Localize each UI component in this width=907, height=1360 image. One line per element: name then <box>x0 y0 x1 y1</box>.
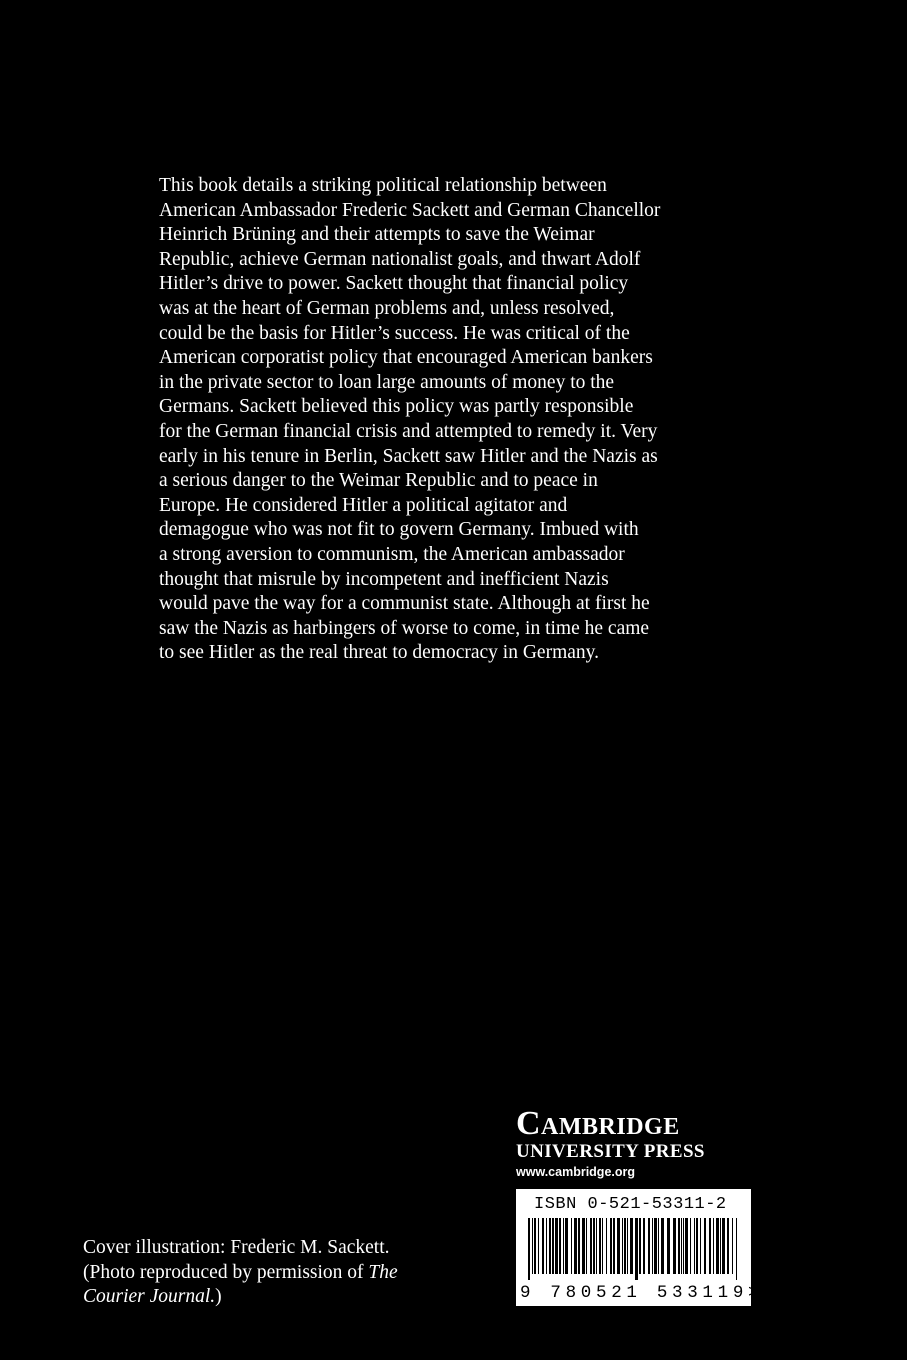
blurb-line: saw the Nazis as harbingers of worse to come, in time he came <box>159 617 650 639</box>
barcode-bar <box>648 1218 650 1274</box>
barcode-bar <box>685 1218 688 1274</box>
blurb-line: early in his tenure in Berlin, Sackett saw Hitler and the Nazis as <box>159 445 658 467</box>
barcode-bar <box>720 1218 721 1274</box>
barcode-bar <box>673 1218 676 1274</box>
isbn-number: ISBN 0-521-53311-2 <box>534 1195 727 1214</box>
barcode-bar <box>654 1218 657 1274</box>
barcode-bar <box>534 1218 536 1274</box>
blurb-line: would pave the way for a communist state. Although at first he <box>159 593 650 615</box>
barcode-bar <box>661 1218 664 1274</box>
barcode-bar <box>528 1218 530 1280</box>
blurb-line: This book details a striking political relationship between <box>159 175 607 196</box>
blurb-line: Hitler’s drive to power. Sackett thought that financial policy <box>159 273 629 295</box>
barcode-bar <box>678 1218 680 1274</box>
barcode-bar <box>578 1218 580 1274</box>
barcode-bar <box>606 1218 607 1274</box>
barcode-bar <box>667 1218 670 1274</box>
barcode-bar <box>652 1218 653 1274</box>
barcode-bar <box>690 1218 691 1274</box>
publisher-logo <box>516 1106 752 1179</box>
ean-number: 9 780521 533119> <box>520 1283 764 1303</box>
barcode-bar <box>590 1218 592 1274</box>
barcode-bar <box>593 1218 595 1274</box>
barcode-bar <box>565 1218 568 1274</box>
caption-line-1: Cover illustration: Frederic M. Sackett. <box>83 1237 390 1258</box>
blurb-line: American corporatist policy that encouraged American bankers <box>159 347 653 369</box>
barcode-bar <box>635 1218 638 1280</box>
blurb-line: Heinrich Brüning and their attempts to save the Weimar <box>159 224 595 246</box>
barcode-bar <box>617 1218 620 1274</box>
barcode-bar <box>704 1218 706 1274</box>
barcode-bar <box>727 1218 729 1274</box>
blurb-line: thought that misrule by incompetent and inefficient Nazis <box>159 568 609 590</box>
barcode-bar <box>681 1218 682 1274</box>
barcode-bar <box>700 1218 701 1274</box>
barcode-bar <box>586 1218 587 1274</box>
caption-line-3: Courier Journal.) <box>83 1286 222 1307</box>
barcode-bar <box>546 1218 547 1274</box>
publisher-url: www.cambridge.org <box>516 1165 636 1179</box>
barcode-bar <box>599 1218 601 1274</box>
publisher-name: Cambridge <box>516 1105 680 1142</box>
blurb-line: a strong aversion to communism, the American ambassador <box>159 543 625 565</box>
barcode-bar <box>538 1218 539 1274</box>
barcode-bar <box>574 1218 577 1274</box>
barcode-bar <box>559 1218 561 1274</box>
barcode-bar <box>552 1218 554 1274</box>
barcode-bar <box>613 1218 615 1274</box>
isbn-barcode <box>516 1189 764 1306</box>
barcode-bar <box>610 1218 612 1274</box>
barcode-bar <box>582 1218 585 1274</box>
barcode-bar <box>736 1218 737 1280</box>
caption-line-2: (Photo reproduced by permission of The <box>83 1261 398 1283</box>
barcode-bar <box>716 1218 719 1274</box>
blurb-line: Europe. He considered Hitler a political agitator and <box>159 494 568 516</box>
blurb-line: demagogue who was not fit to govern Germany. Imbued with <box>159 519 639 541</box>
blurb-line: for the German financial crisis and attempted to remedy it. Very <box>159 420 658 442</box>
barcode-bar <box>694 1218 695 1274</box>
barcode-bar <box>696 1218 698 1274</box>
barcode-bar <box>555 1218 558 1274</box>
barcode-bar <box>622 1218 623 1274</box>
blurb-line: a serious danger to the Weimar Republic and to peace in <box>159 470 598 492</box>
barcode-bar <box>624 1218 626 1274</box>
publisher-subtitle: UNIVERSITY PRESS <box>516 1141 705 1162</box>
barcode-bars <box>528 1218 740 1280</box>
barcode-bar <box>532 1218 533 1274</box>
back-cover-blurb <box>159 174 759 666</box>
blurb-line: Germans. Sackett believed this policy was partly responsible <box>159 396 634 418</box>
barcode-bar <box>658 1218 659 1274</box>
barcode-bar <box>713 1218 714 1274</box>
barcode-bar <box>683 1218 684 1274</box>
blurb-line: was at the heart of German problems and, unless resolved, <box>159 297 615 319</box>
barcode-bar <box>639 1218 641 1274</box>
blurb-line: American Ambassador Frederic Sackett and German Chancellor <box>159 199 661 221</box>
barcode-bar <box>630 1218 633 1274</box>
blurb-line: could be the basis for Hitler’s success. He was critical of the <box>159 322 630 344</box>
blurb-line: Republic, achieve German nationalist goals, and thwart Adolf <box>159 248 641 270</box>
barcode-bar <box>602 1218 603 1274</box>
barcode-bar <box>596 1218 597 1274</box>
barcode-bar <box>722 1218 725 1274</box>
barcode-bar <box>709 1218 711 1274</box>
blurb-line: in the private sector to loan large amounts of money to the <box>159 371 615 393</box>
barcode-bar <box>571 1218 572 1274</box>
barcode-bar <box>627 1218 628 1274</box>
blurb-line: to see Hitler as the real threat to democracy in Germany. <box>159 642 600 664</box>
barcode-bar <box>563 1218 564 1274</box>
barcode-bar <box>643 1218 645 1274</box>
cover-illustration-credit <box>83 1236 483 1310</box>
barcode-bar <box>732 1218 733 1274</box>
barcode-bar <box>542 1218 544 1274</box>
barcode-bar <box>549 1218 551 1274</box>
